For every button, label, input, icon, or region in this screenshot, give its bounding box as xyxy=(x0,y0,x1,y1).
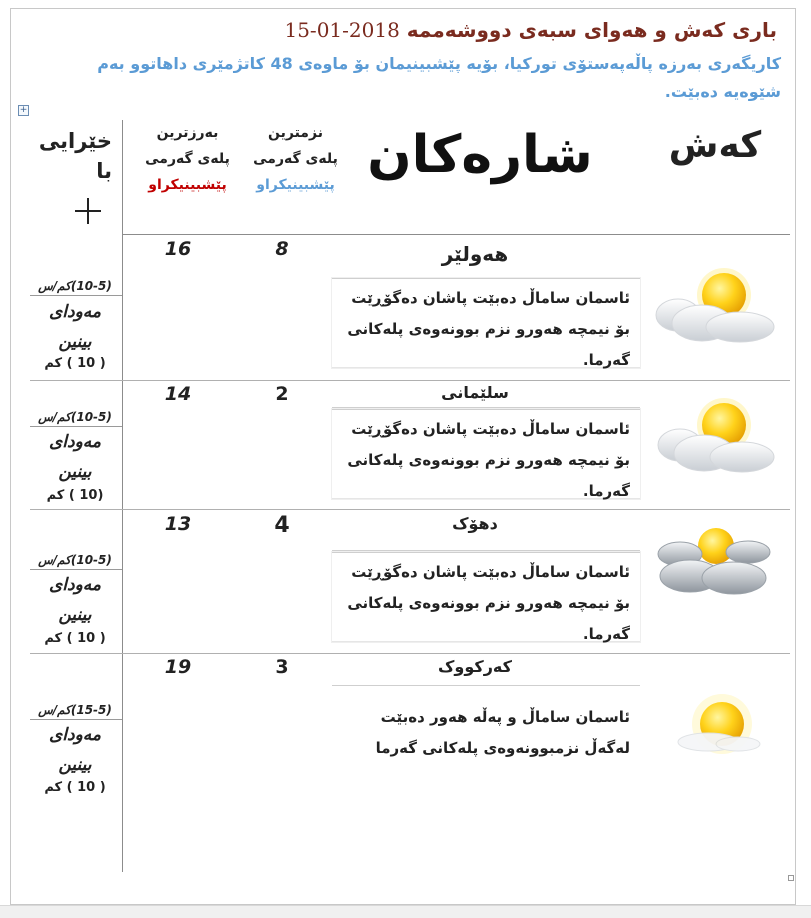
header-min-temp xyxy=(238,120,353,198)
header-cities: شارەکان xyxy=(367,125,593,185)
city-name: سلێمانی xyxy=(441,383,509,402)
max-temp: 19 xyxy=(164,656,192,678)
header-wind xyxy=(32,126,112,186)
city-underline xyxy=(332,550,640,551)
plus-icon[interactable] xyxy=(74,197,102,225)
wind-speed: (10-5)کم/س xyxy=(38,553,112,567)
min-temp: 4 xyxy=(274,513,290,538)
city-name: دهۆک xyxy=(452,514,498,533)
wind-speed: (10-5)کم/س xyxy=(38,410,112,424)
header-min-line1: نزمترین xyxy=(268,125,323,141)
weather-description: ئاسمان ساماڵ دەبێت پاشان دەگۆڕێت بۆ نیمچە هەورو نزم بوونەوەی پلەکانی گەرما. xyxy=(332,552,640,642)
partly-cloudy-icon xyxy=(650,265,778,345)
visibility-line2: بینین xyxy=(58,755,92,775)
visibility-line1: مەودای xyxy=(48,725,102,745)
header-divider xyxy=(122,234,790,235)
header-max-line1: بەرزترین xyxy=(156,125,219,141)
resize-handle[interactable] xyxy=(788,875,794,881)
visibility-km: (10 ) کم xyxy=(46,488,104,503)
visibility-label xyxy=(30,570,120,630)
visibility-km: ( 10 ) کم xyxy=(44,780,106,795)
row-divider xyxy=(30,380,790,381)
visibility-km: ( 10 ) کم xyxy=(44,631,106,646)
cloudy-sun-icon xyxy=(650,522,778,602)
header-wind-line1: خێرایی xyxy=(38,129,112,153)
row-divider xyxy=(30,509,790,510)
visibility-km: ( 10 ) کم xyxy=(44,356,106,371)
horizontal-scrollbar[interactable] xyxy=(0,905,811,918)
min-temp: 3 xyxy=(275,656,289,678)
column-divider xyxy=(122,120,123,872)
wind-divider xyxy=(30,295,122,296)
header-weather: کەش xyxy=(668,125,762,166)
visibility-line1: مەودای xyxy=(48,302,102,322)
city-underline xyxy=(332,407,640,408)
page-title xyxy=(276,18,777,42)
visibility-line1: مەودای xyxy=(48,432,102,452)
header-max-pred: پێشبینیکراو xyxy=(148,177,227,193)
header-max-temp xyxy=(130,120,245,198)
sun-light-cloud-icon xyxy=(650,690,778,770)
visibility-label xyxy=(30,427,120,487)
weather-description: ئاسمان ساماڵ و پەڵە هەور دەبێت لەگەڵ نزمبوونەوەی پلەکانی گەرما xyxy=(332,698,640,764)
visibility-label xyxy=(30,720,120,780)
wind-speed: (15-5)کم/س xyxy=(38,703,112,717)
header-min-pred: پێشبینیکراو xyxy=(256,177,335,193)
visibility-line1: مەودای xyxy=(48,575,102,595)
header-wind-line2: با xyxy=(96,159,112,183)
table-move-handle-icon[interactable]: + xyxy=(19,105,28,115)
weather-description: ئاسمان ساماڵ دەبێت پاشان دەگۆڕێت بۆ نیمچە هەورو نزم بوونەوەی پلەکانی گەرما. xyxy=(332,278,640,368)
min-temp: 2 xyxy=(275,383,289,405)
visibility-line2: بینین xyxy=(58,462,92,482)
city-name: کەرکووک xyxy=(438,657,512,676)
title-text: باری کەش و هەوای سبەی دووشەممە xyxy=(406,18,777,42)
header-min-line2: پلەی گەرمی xyxy=(253,151,338,167)
wind-speed: (10-5)کم/س xyxy=(38,279,112,293)
city-name: هەولێر xyxy=(441,242,509,266)
max-temp: 16 xyxy=(164,238,192,260)
row-divider xyxy=(30,653,790,654)
visibility-line2: بینین xyxy=(58,332,92,352)
weather-description: ئاسمان ساماڵ دەبێت پاشان دەگۆڕێت بۆ نیمچە هەورو نزم بوونەوەی پلەکانی گەرما. xyxy=(332,409,640,499)
intro-paragraph: کاریگەری بەرزە پاڵەپەستۆی تورکیا، بۆیە پێشبینیمان بۆ ماوەی 48 کاتژمێری داهاتوو بەم شێوەیە دەبێت. xyxy=(97,54,781,101)
city-underline xyxy=(332,685,640,686)
visibility-label xyxy=(30,297,120,357)
max-temp: 14 xyxy=(164,383,192,405)
visibility-line2: بینین xyxy=(58,605,92,625)
partly-cloudy-icon xyxy=(650,395,778,475)
max-temp: 13 xyxy=(164,513,192,535)
title-date: 2018-01-15 xyxy=(284,18,400,42)
header-max-line2: پلەی گەرمی xyxy=(145,151,230,167)
min-temp: 8 xyxy=(275,238,289,260)
